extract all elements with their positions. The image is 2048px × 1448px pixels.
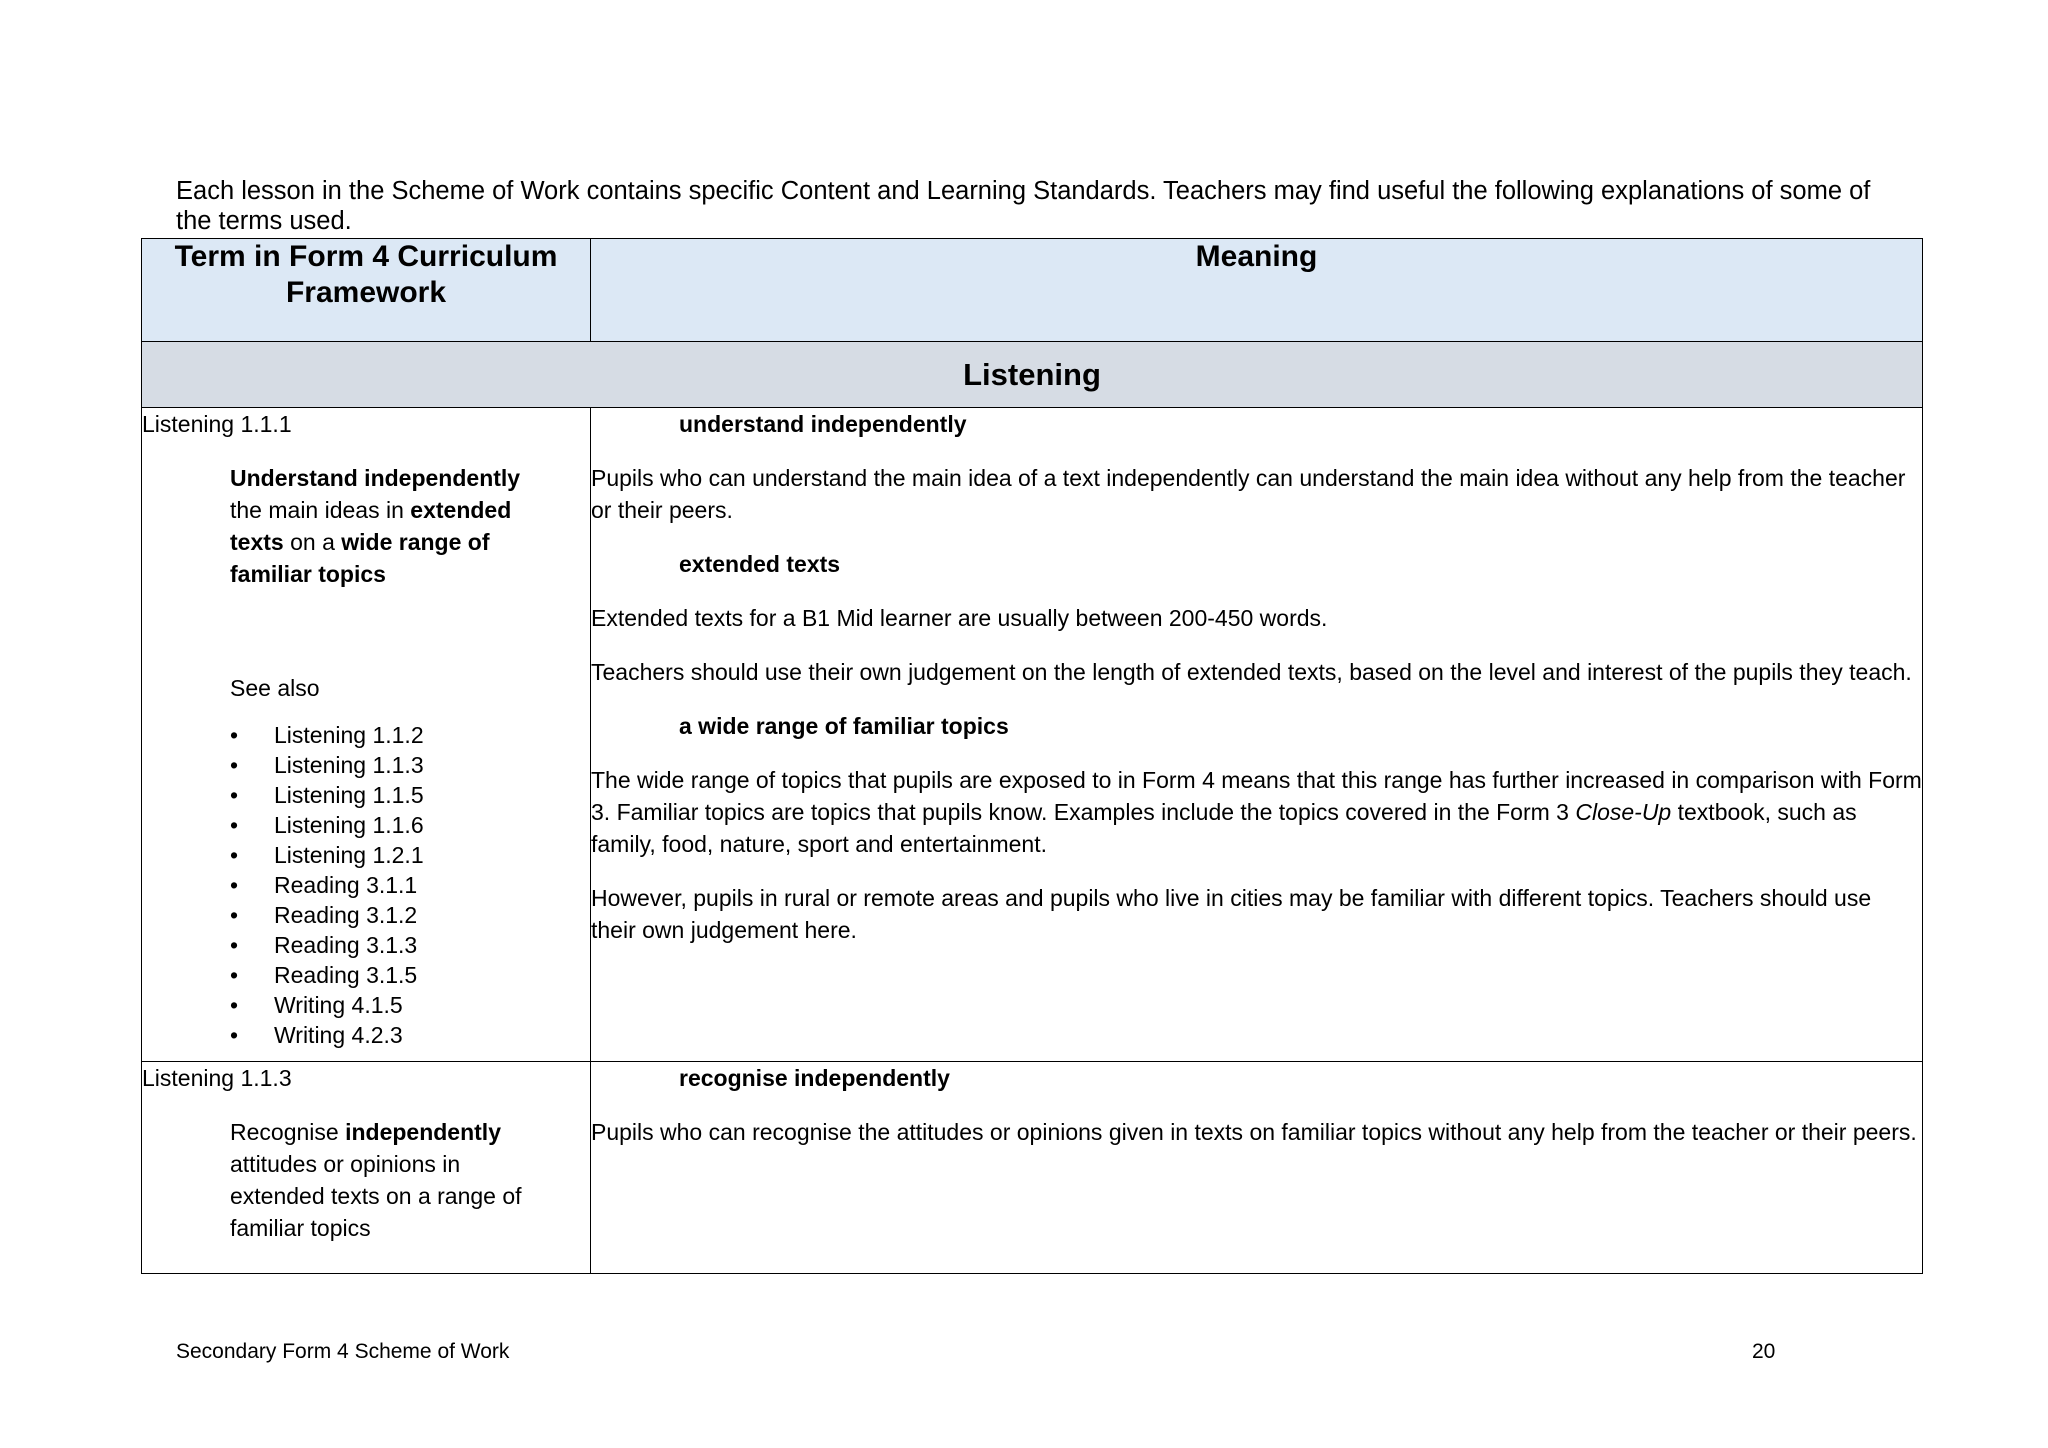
table-row (142, 1062, 1923, 1274)
list-item: • Listening 1.1.2 (230, 722, 424, 748)
table-row (142, 408, 1923, 1062)
meaning-paragraph: The wide range of topics that pupils are exposed to in Form 4 means that this range has further increased in comparison with Form 3. Familiar topics are topics that pupils know. Examples include the topics covered in the Form 3 Close-Up textbook, such as family, food, nature, sport and entertainment. (591, 767, 1922, 857)
section-row (142, 342, 1923, 408)
standard-description: Recognise independently attitudes or opinions in extended texts on a range of familiar topics (230, 1119, 522, 1241)
header-meaning: Meaning (591, 239, 1923, 342)
list-item: • Reading 3.1.1 (230, 872, 418, 898)
bullet-icon: • (230, 872, 239, 898)
meaning-paragraph: Pupils who can understand the main idea of a text independently can understand the main idea without any help from the teacher or their peers. (591, 465, 1906, 523)
intro-paragraph: Each lesson in the Scheme of Work contains specific Content and Learning Standards. Teachers may find useful the following explanations of some of the terms used. (176, 177, 1871, 235)
term-cell (142, 408, 591, 1062)
see-also-label: See also (230, 675, 320, 701)
meaning-paragraph: Extended texts for a B1 Mid learner are usually between 200-450 words. (591, 605, 1328, 631)
table-header-row (142, 239, 1923, 342)
meaning-cell (591, 1062, 1923, 1274)
meaning-term: understand independently (679, 411, 967, 437)
list-item: • Reading 3.1.5 (230, 962, 418, 988)
terms-table (141, 238, 1923, 1274)
bullet-icon: • (230, 842, 239, 868)
bullet-icon: • (230, 782, 239, 808)
bullet-icon: • (230, 812, 239, 838)
meaning-paragraph: Pupils who can recognise the attitudes or opinions given in texts on familiar topics without any help from the teacher or their peers. (591, 1119, 1917, 1145)
meaning-term: extended texts (679, 551, 841, 577)
list-item: • Reading 3.1.3 (230, 932, 418, 958)
list-item: • Listening 1.1.6 (230, 812, 424, 838)
section-title: Listening (142, 342, 1923, 408)
term-cell (142, 1062, 591, 1274)
standard-label: Listening 1.1.3 (142, 1065, 292, 1091)
footer-title: Secondary Form 4 Scheme of Work (176, 1340, 510, 1363)
see-also-list (230, 720, 590, 1050)
meaning-cell (591, 408, 1923, 1062)
bullet-icon: • (230, 932, 239, 958)
meaning-term: a wide range of familiar topics (679, 713, 1009, 739)
list-item: • Listening 1.2.1 (230, 842, 424, 868)
list-item: • Writing 4.2.3 (230, 1022, 403, 1048)
list-item: • Reading 3.1.2 (230, 902, 418, 928)
meaning-term: recognise independently (679, 1065, 950, 1091)
list-item: • Listening 1.1.3 (230, 752, 424, 778)
bullet-icon: • (230, 902, 239, 928)
bullet-icon: • (230, 1022, 239, 1048)
list-item: • Listening 1.1.5 (230, 782, 424, 808)
bullet-icon: • (230, 992, 239, 1018)
list-item: • Writing 4.1.5 (230, 992, 403, 1018)
header-term: Term in Form 4 Curriculum Framework (142, 239, 591, 342)
bullet-icon: • (230, 962, 239, 988)
bullet-icon: • (230, 722, 239, 748)
standard-label: Listening 1.1.1 (142, 411, 292, 437)
bullet-icon: • (230, 752, 239, 778)
meaning-paragraph: However, pupils in rural or remote areas and pupils who live in cities may be familiar with different topics. Teachers should use their own judgement here. (591, 885, 1872, 943)
page-number: 20 (1752, 1340, 1776, 1363)
meaning-paragraph: Teachers should use their own judgement on the length of extended texts, based on the level and interest of the pupils they teach. (591, 659, 1912, 685)
standard-description: Understand independently the main ideas in extended texts on a wide range of familiar topics (230, 465, 521, 587)
